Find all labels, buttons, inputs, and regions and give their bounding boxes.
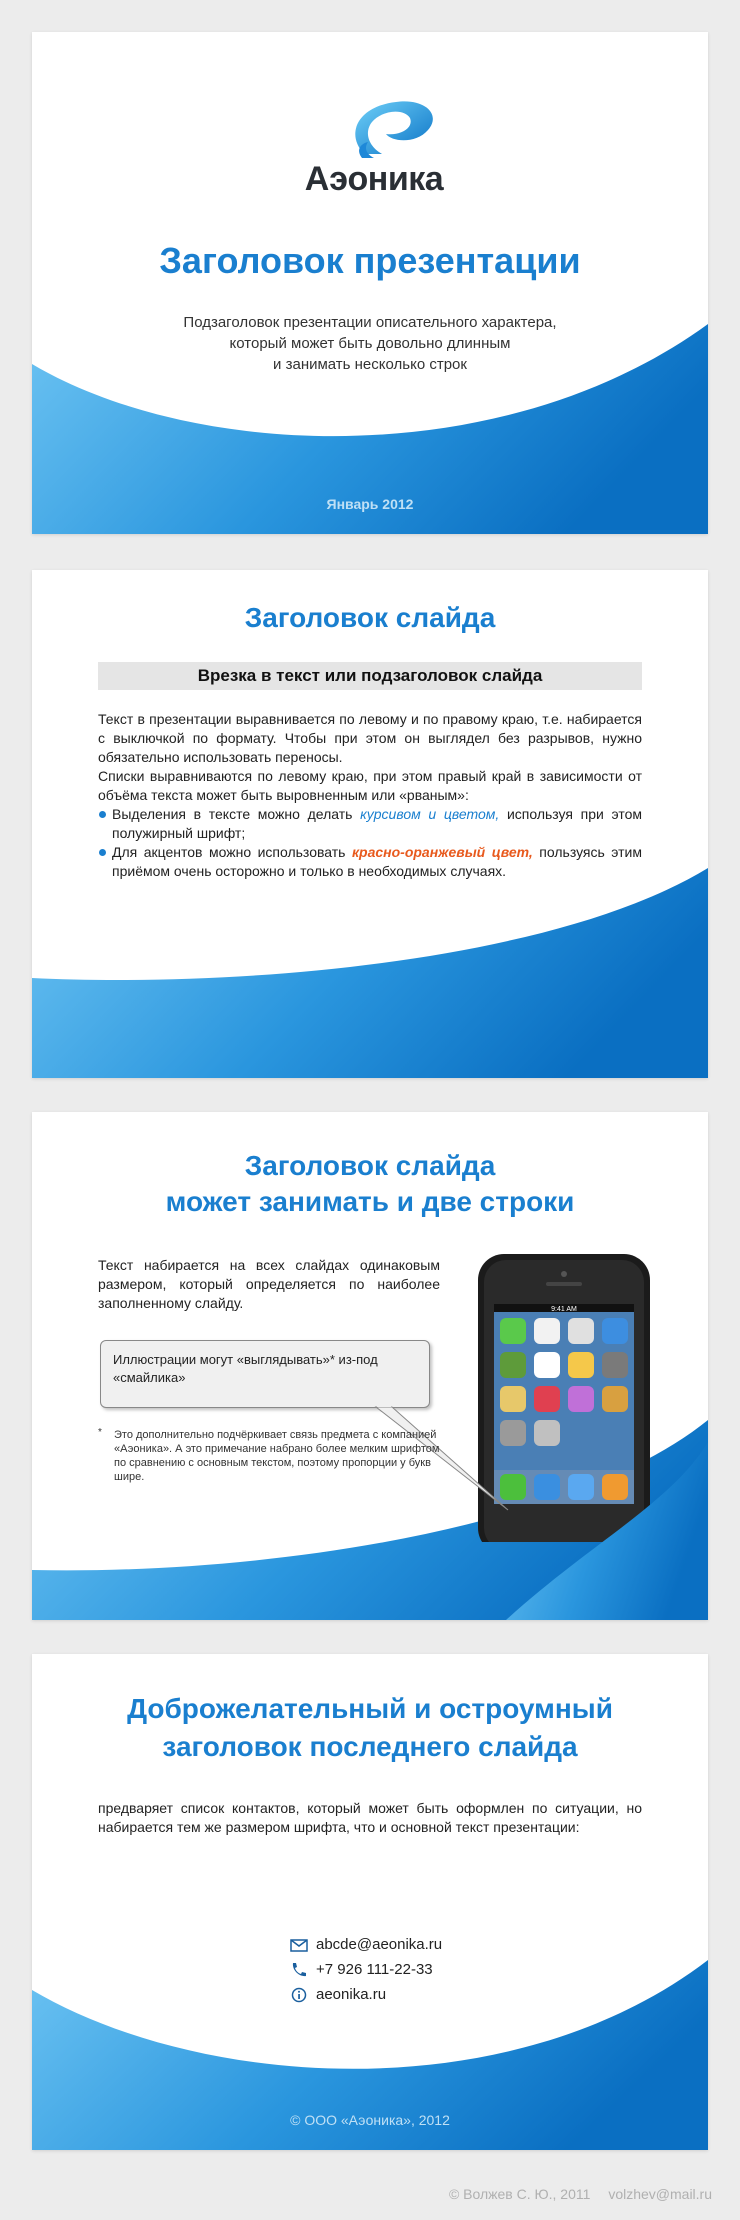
subtitle-line: который может быть довольно длинным <box>229 335 511 352</box>
emphasis-blue: курсивом и цветом, <box>360 806 500 822</box>
contact-list <box>290 1932 550 2007</box>
title-line: Доброжелательный и остроумный <box>127 1693 613 1724</box>
author-credit <box>435 2186 712 2202</box>
footnote-text: Это дополнительно подчёркивает связь предмета с компанией «Аэоника». А это примечание набрано более мелким шрифтом по сравнению с основным текстом, поэтому пропорции у букв шире. <box>114 1429 440 1483</box>
footnote <box>100 1428 440 1484</box>
subtitle-line: Подзаголовок презентации описательного характера, <box>183 314 557 331</box>
slide-contacts <box>32 1654 708 2150</box>
presentation-date: Январь 2012 <box>326 496 414 512</box>
company-logo <box>264 92 484 202</box>
slide-title: Заголовок слайда <box>244 602 496 633</box>
slide-body: Текст набирается на всех слайдах одинаковым размером, который определяется по наиболее заполненному слайду. <box>98 1257 440 1311</box>
logo-swirl-icon <box>264 92 484 162</box>
footnote-mark: * <box>98 1427 102 1438</box>
bullet-list <box>98 805 642 881</box>
contact-email[interactable] <box>290 1932 550 1957</box>
text: используя при этом полужирный шрифт; <box>112 806 643 841</box>
slide-body: предваряет список контактов, который может быть оформлен по ситуации, но набирается тем же размером шрифта, что и основной текст презентации: <box>98 1800 642 1835</box>
list-item <box>98 843 642 881</box>
speech-bubble-text: Иллюстрации могут «выглядывать»* из-под «смайлика» <box>113 1352 378 1385</box>
slide-title <box>32 1690 708 1766</box>
contact-phone[interactable] <box>290 1957 550 1982</box>
slide-illustration <box>32 1112 708 1620</box>
title-line: может занимать и две строки <box>165 1186 575 1217</box>
title-line: заголовок последнего слайда <box>162 1731 578 1762</box>
list-item <box>98 805 642 843</box>
slide-footer: © ООО «Аэоника», 2012 <box>290 2112 450 2128</box>
wave-decoration <box>32 868 708 1078</box>
emphasis-orange: красно-оранжевый цвет, <box>351 844 533 860</box>
text: пользуясь этим приёмом очень осторожно и только в необходимых случаях. <box>112 844 642 879</box>
text: Выделения в тексте можно делать <box>112 806 361 822</box>
credit-email[interactable]: volzhev@mail.ru <box>608 2186 712 2202</box>
slide-body <box>98 710 642 881</box>
email-text: abcde@aeonika.ru <box>316 1936 443 1953</box>
phone-icon <box>290 1962 308 1978</box>
credit-author: © Волжев С. Ю., 2011 <box>448 2186 591 2202</box>
slide-title <box>32 32 708 534</box>
phone-clock: 9:41 AM <box>551 1306 577 1313</box>
logo-wordmark: Аэоника <box>304 160 444 198</box>
site-text: aeonika.ru <box>316 1986 387 2003</box>
contact-site[interactable] <box>290 1982 550 2007</box>
text: Для акцентов можно использовать <box>112 844 352 860</box>
info-icon <box>290 1987 308 2003</box>
paragraph: Списки выравниваются по левому краю, при этом правый край в зависимости от объёма текста может быть выровненным или «рваным»: <box>98 768 642 803</box>
presentation-title: Заголовок презентации <box>159 240 581 281</box>
slide-text <box>32 570 708 1078</box>
presentation-subtitle <box>32 312 708 375</box>
paragraph: Текст в презентации выравнивается по левому и по правому краю, т.е. набирается с выключкой по формату. Чтобы при этом он выглядел без разрывов, нужно обязательно использовать переносы. <box>98 711 642 765</box>
envelope-icon <box>290 1937 308 1953</box>
speech-pointer <box>32 1112 708 1620</box>
phone-text: +7 926 111-22-33 <box>316 1961 433 1978</box>
title-line: Заголовок слайда <box>244 1150 496 1181</box>
callout-box: Врезка в текст или подзаголовок слайда <box>98 662 642 690</box>
subtitle-line: и занимать несколько строк <box>273 356 467 373</box>
